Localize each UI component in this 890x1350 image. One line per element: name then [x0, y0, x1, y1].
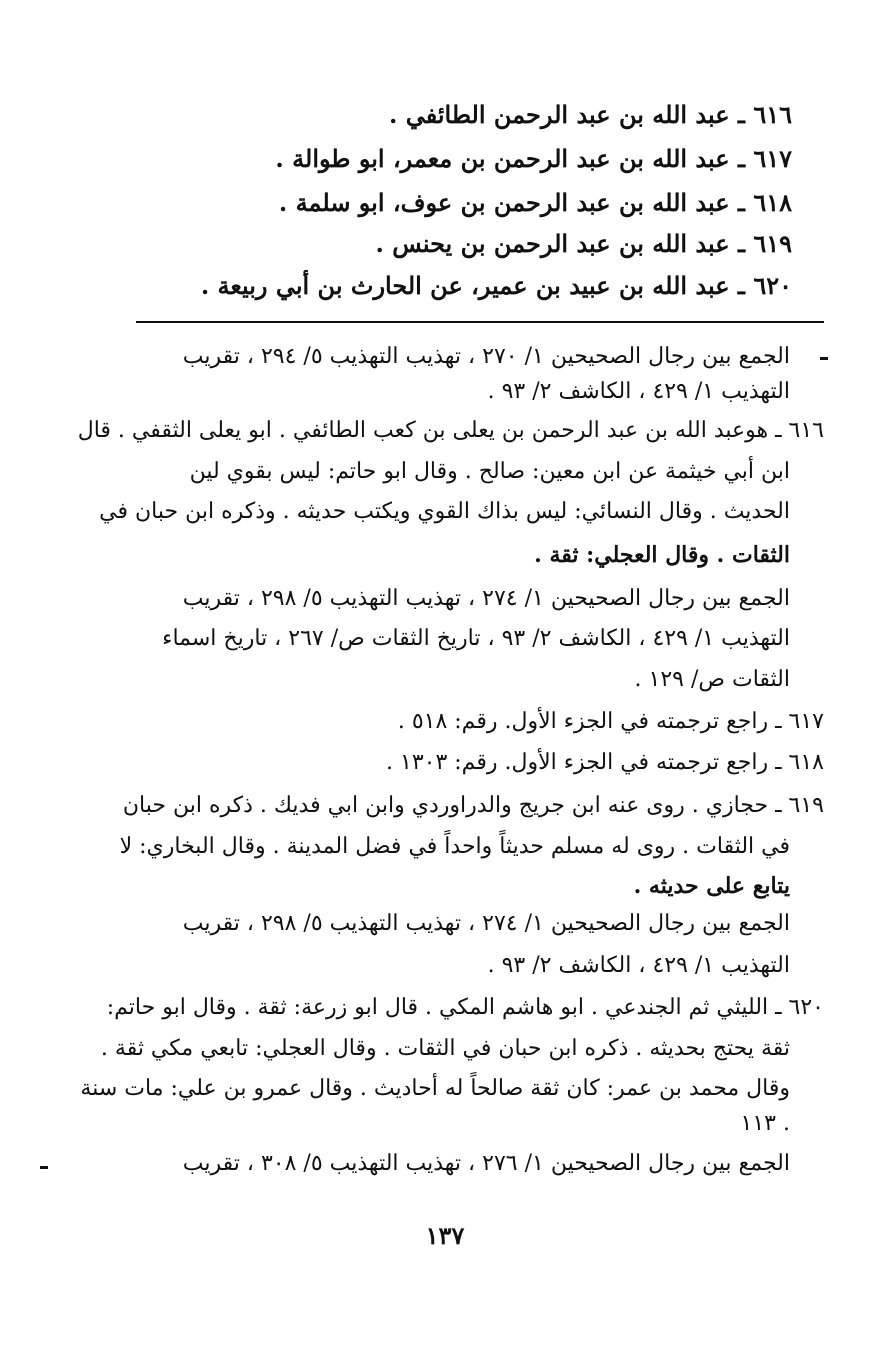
continuation-mark: [40, 1166, 48, 1169]
footnote-619-line: ٦١٩ ـ حجازي . روى عنه ابن جريج والدراوردي وابن ابي فديك . ذكره ابن حبان: [122, 793, 824, 818]
footnote-616-line: ٦١٦ ـ هوعبد الله بن عبد الرحمن بن يعلى بن كعب الطائفي . ابو يعلى الثقفي . قال: [77, 418, 824, 443]
footnote-616-source: الجمع بين رجال الصحيحين ١/ ٢٧٤ ، تهذيب التهذيب ٥/ ٢٩٨ ، تقريب: [182, 586, 790, 611]
footnote-616-line: الثقات . وقال العجلي: ثقة .: [534, 542, 790, 568]
footnote-line: التهذيب ١/ ٤٢٩ ، الكاشف ٢/ ٩٣ .: [487, 379, 790, 404]
footnote-line: الجمع بين رجال الصحيحين ١/ ٢٧٠ ، تهذيب التهذيب ٥/ ٢٩٤ ، تقريب: [182, 344, 790, 369]
entry-heading-620: ٦٢٠ ـ عبد الله بن عبيد بن عمير، عن الحارث بن أبي ربيعة .: [200, 271, 792, 300]
entry-heading-618: ٦١٨ ـ عبد الله بن عبد الرحمن بن عوف، ابو سلمة .: [278, 188, 792, 217]
footnote-620-source: الجمع بين رجال الصحيحين ١/ ٢٧٦ ، تهذيب التهذيب ٥/ ٣٠٨ ، تقريب: [182, 1151, 790, 1176]
footnote-619-source: التهذيب ١/ ٤٢٩ ، الكاشف ٢/ ٩٣ .: [487, 953, 790, 978]
footnote-616-source: الثقات ص/ ١٢٩ .: [634, 667, 790, 692]
entry-heading-619: ٦١٩ ـ عبد الله بن عبد الرحمن بن يحنس .: [375, 229, 792, 258]
footnote-618: ٦١٨ ـ راجع ترجمته في الجزء الأول. رقم: ١٣٠٣ .: [386, 750, 824, 775]
footnote-620-line: ٦٢٠ ـ الليثي ثم الجندعي . ابو هاشم المكي . قال ابو زرعة: ثقة . وقال ابو حاتم:: [106, 995, 824, 1020]
footnote-619-line: في الثقات . روى له مسلم حديثاً واحداً في فضل المدينة . وقال البخاري: لا: [119, 834, 790, 859]
entry-heading-616: ٦١٦ ـ عبد الله بن عبد الرحمن الطائفي .: [389, 100, 792, 129]
footnote-619-source: الجمع بين رجال الصحيحين ١/ ٢٧٤ ، تهذيب التهذيب ٥/ ٢٩٨ ، تقريب: [182, 911, 790, 936]
continuation-mark: [820, 357, 828, 360]
footnote-616-source: التهذيب ١/ ٤٢٩ ، الكاشف ٢/ ٩٣ ، تاريخ الثقات ص/ ٢٦٧ ، تاريخ اسماء: [162, 626, 790, 651]
footnote-620-line: وقال محمد بن عمر: كان ثقة صالحاً له أحاديث . وقال عمرو بن علي: مات سنة: [80, 1076, 790, 1101]
footnote-620-line: ثقة يحتج بحديثه . ذكره ابن حبان في الثقات . وقال العجلي: تابعي مكي ثقة .: [100, 1036, 790, 1061]
footnote-616-line: ابن أبي خيثمة عن ابن معين: صالح . وقال ابو حاتم: ليس بقوي لين: [189, 459, 790, 484]
footnote-619-line: يتابع على حديثه .: [633, 873, 790, 899]
footnote-617: ٦١٧ ـ راجع ترجمته في الجزء الأول. رقم: ٥١٨ .: [397, 709, 824, 734]
entry-heading-617: ٦١٧ ـ عبد الله بن عبد الرحمن بن معمر، ابو طوالة .: [275, 144, 792, 173]
page-number: ١٣٧: [425, 1221, 465, 1250]
footnote-616-line: الحديث . وقال النسائي: ليس بذاك القوي ويكتب حديثه . وذكره ابن حبان في: [99, 499, 790, 524]
footnote-620-line: ١١٣ .: [740, 1111, 790, 1136]
footnote-separator: [136, 321, 824, 323]
